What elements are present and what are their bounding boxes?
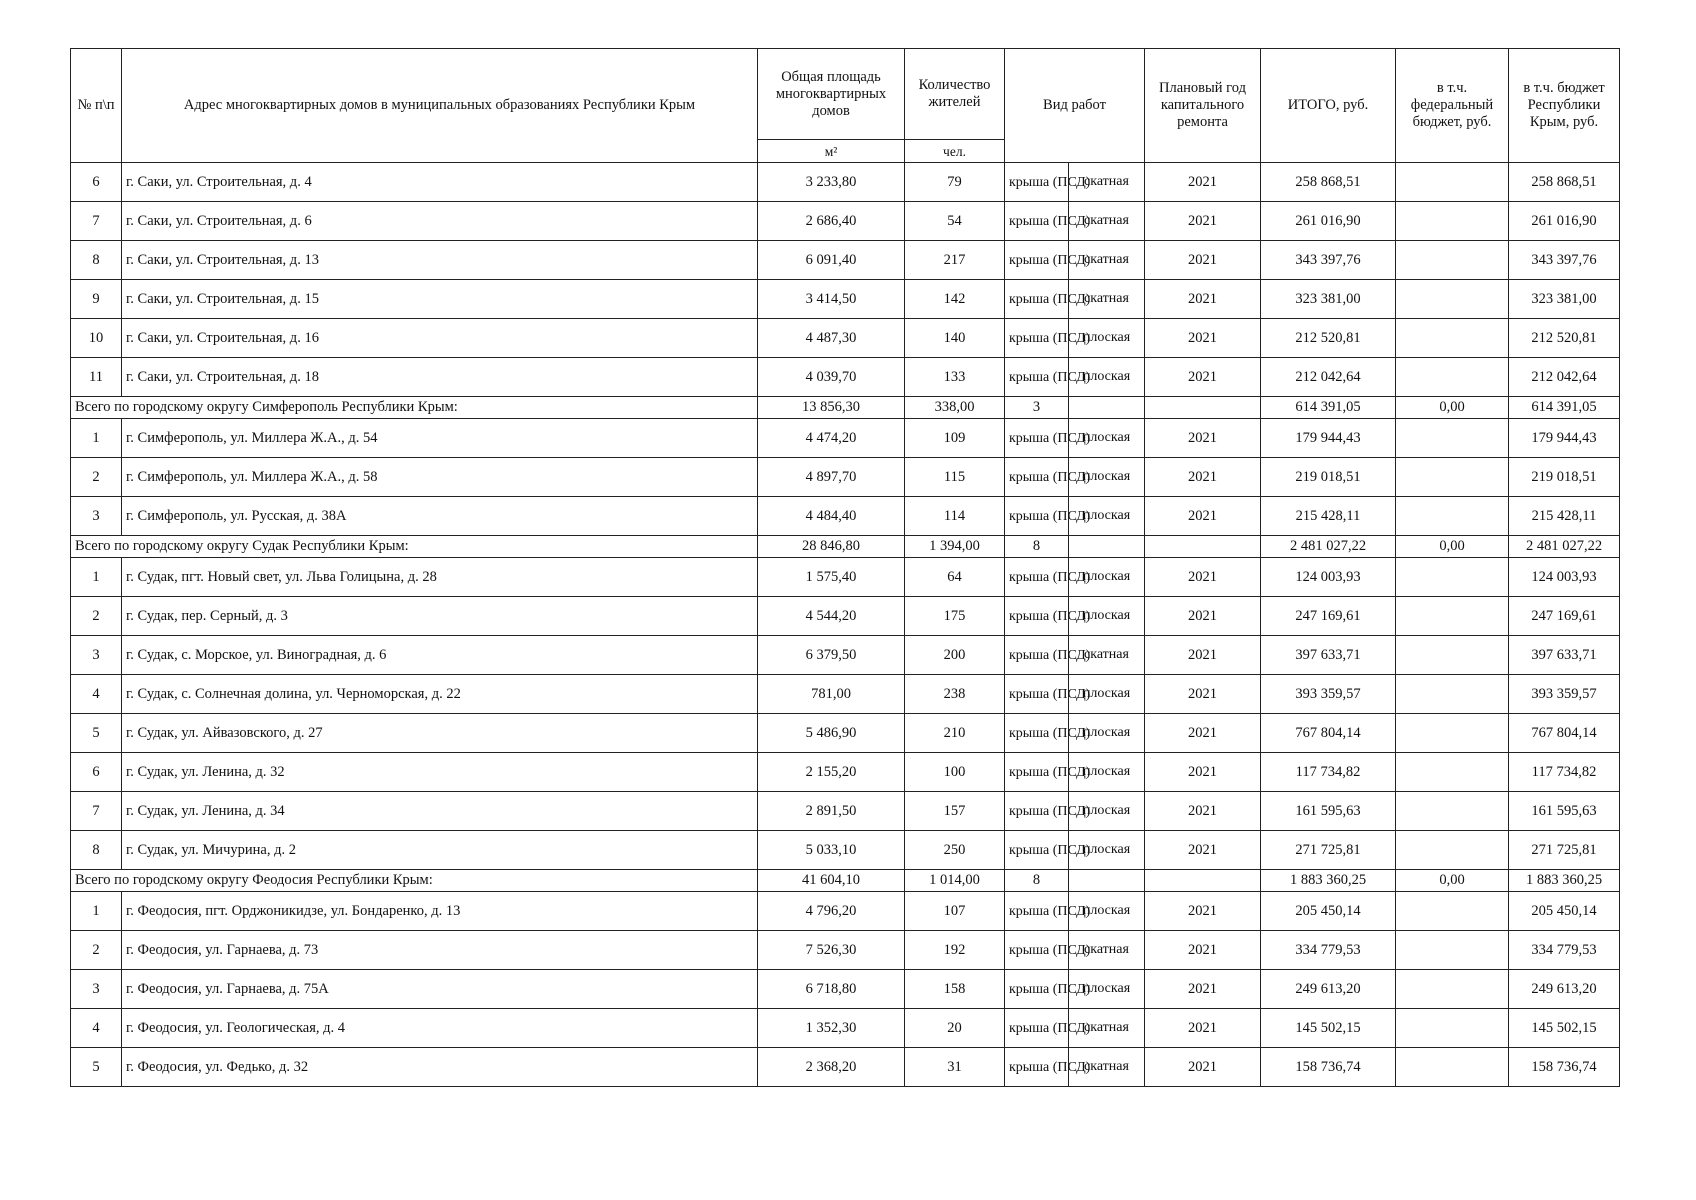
residents-cell: 20: [905, 1009, 1005, 1048]
area-cell: 3 414,50: [758, 280, 905, 319]
table-row: [71, 753, 1620, 792]
roof-type-cell: скатная: [1069, 280, 1145, 319]
area-cell: 4 487,30: [758, 319, 905, 358]
roof-type-cell: плоская: [1069, 358, 1145, 397]
total-cell: 1 883 360,25: [1261, 870, 1396, 892]
regional-cell: 323 381,00: [1509, 280, 1620, 319]
table-row: [71, 319, 1620, 358]
roof-type-cell: скатная: [1069, 931, 1145, 970]
work-type-cell: крыша (ПСД): [1005, 792, 1069, 831]
total-cell: 158 736,74: [1261, 1048, 1396, 1087]
address-cell: г. Саки, ул. Строительная, д. 4: [122, 163, 758, 202]
table-row: [71, 497, 1620, 536]
total-cell: 124 003,93: [1261, 558, 1396, 597]
federal-cell: [1396, 831, 1509, 870]
row-number: 3: [71, 497, 122, 536]
area-cell: 13 856,30: [758, 397, 905, 419]
area-cell: 2 368,20: [758, 1048, 905, 1087]
subtotal-row: [71, 536, 1620, 558]
work-type-cell: крыша (ПСД): [1005, 163, 1069, 202]
address-cell: г. Судак, ул. Ленина, д. 32: [122, 753, 758, 792]
year-cell: 2021: [1145, 319, 1261, 358]
total-cell: 161 595,63: [1261, 792, 1396, 831]
row-number: 3: [71, 636, 122, 675]
roof-type-cell: плоская: [1069, 458, 1145, 497]
roof-type-cell: плоская: [1069, 714, 1145, 753]
year-cell: 2021: [1145, 241, 1261, 280]
work-type-cell: крыша (ПСД): [1005, 280, 1069, 319]
residents-cell: 64: [905, 558, 1005, 597]
address-cell: г. Судак, ул. Айвазовского, д. 27: [122, 714, 758, 753]
year-cell: [1145, 536, 1261, 558]
table-row: [71, 458, 1620, 497]
table-body: [71, 163, 1620, 1087]
address-cell: г. Судак, ул. Ленина, д. 34: [122, 792, 758, 831]
regional-cell: 117 734,82: [1509, 753, 1620, 792]
row-number: 2: [71, 931, 122, 970]
row-number: 1: [71, 558, 122, 597]
work-type-cell: крыша (ПСД): [1005, 458, 1069, 497]
residents-cell: 115: [905, 458, 1005, 497]
header-residents: Количество жителей: [905, 49, 1005, 140]
work-type-cell: крыша (ПСД): [1005, 202, 1069, 241]
federal-cell: [1396, 163, 1509, 202]
address-cell: г. Феодосия, пгт. Орджоникидзе, ул. Бондаренко, д. 13: [122, 892, 758, 931]
residents-cell: 250: [905, 831, 1005, 870]
roof-type-cell: [1069, 397, 1145, 419]
year-cell: 2021: [1145, 714, 1261, 753]
area-cell: 41 604,10: [758, 870, 905, 892]
regional-cell: 179 944,43: [1509, 419, 1620, 458]
federal-cell: [1396, 892, 1509, 931]
federal-cell: [1396, 358, 1509, 397]
object-count-cell: 8: [1005, 870, 1069, 892]
residents-cell: 157: [905, 792, 1005, 831]
area-cell: 4 544,20: [758, 597, 905, 636]
work-type-cell: крыша (ПСД): [1005, 970, 1069, 1009]
table-row: [71, 202, 1620, 241]
roof-type-cell: плоская: [1069, 319, 1145, 358]
total-cell: 249 613,20: [1261, 970, 1396, 1009]
year-cell: 2021: [1145, 558, 1261, 597]
total-cell: 247 169,61: [1261, 597, 1396, 636]
header-area: Общая площадь многоквартирных домов: [758, 49, 905, 140]
residents-cell: 158: [905, 970, 1005, 1009]
federal-cell: [1396, 931, 1509, 970]
total-cell: 258 868,51: [1261, 163, 1396, 202]
area-cell: 4 474,20: [758, 419, 905, 458]
table-row: [71, 714, 1620, 753]
address-cell: г. Судак, ул. Мичурина, д. 2: [122, 831, 758, 870]
total-cell: 212 042,64: [1261, 358, 1396, 397]
area-cell: 2 155,20: [758, 753, 905, 792]
regional-cell: 161 595,63: [1509, 792, 1620, 831]
total-cell: 334 779,53: [1261, 931, 1396, 970]
work-type-cell: крыша (ПСД): [1005, 753, 1069, 792]
year-cell: 2021: [1145, 792, 1261, 831]
year-cell: 2021: [1145, 970, 1261, 1009]
area-cell: 6 379,50: [758, 636, 905, 675]
federal-cell: [1396, 636, 1509, 675]
regional-cell: 393 359,57: [1509, 675, 1620, 714]
work-type-cell: крыша (ПСД): [1005, 714, 1069, 753]
regional-cell: 767 804,14: [1509, 714, 1620, 753]
residents-cell: 338,00: [905, 397, 1005, 419]
year-cell: 2021: [1145, 675, 1261, 714]
year-cell: 2021: [1145, 419, 1261, 458]
header-federal-budget: в т.ч. федеральный бюджет, руб.: [1396, 49, 1509, 163]
table-row: [71, 675, 1620, 714]
table-row: [71, 419, 1620, 458]
row-number: 5: [71, 714, 122, 753]
federal-cell: [1396, 280, 1509, 319]
roof-type-cell: [1069, 870, 1145, 892]
address-cell: г. Феодосия, ул. Федько, д. 32: [122, 1048, 758, 1087]
residents-cell: 107: [905, 892, 1005, 931]
area-cell: 6 091,40: [758, 241, 905, 280]
total-cell: 614 391,05: [1261, 397, 1396, 419]
total-cell: 767 804,14: [1261, 714, 1396, 753]
regional-cell: 258 868,51: [1509, 163, 1620, 202]
work-type-cell: крыша (ПСД): [1005, 831, 1069, 870]
header-planned-year: Плановый год капитального ремонта: [1145, 49, 1261, 163]
total-cell: 2 481 027,22: [1261, 536, 1396, 558]
roof-type-cell: скатная: [1069, 202, 1145, 241]
residents-cell: 192: [905, 931, 1005, 970]
year-cell: 2021: [1145, 892, 1261, 931]
header-area-unit: м²: [758, 140, 905, 163]
roof-type-cell: плоская: [1069, 753, 1145, 792]
table-row: [71, 831, 1620, 870]
roof-type-cell: плоская: [1069, 792, 1145, 831]
subtotal-label: Всего по городскому округу Симферополь Республики Крым:: [71, 397, 758, 419]
row-number: 8: [71, 831, 122, 870]
address-cell: г. Саки, ул. Строительная, д. 13: [122, 241, 758, 280]
address-cell: г. Судак, пер. Серный, д. 3: [122, 597, 758, 636]
regional-cell: 2 481 027,22: [1509, 536, 1620, 558]
residents-cell: 210: [905, 714, 1005, 753]
total-cell: 215 428,11: [1261, 497, 1396, 536]
address-cell: г. Судак, пгт. Новый свет, ул. Льва Голицына, д. 28: [122, 558, 758, 597]
table-row: [71, 1009, 1620, 1048]
total-cell: 393 359,57: [1261, 675, 1396, 714]
work-type-cell: крыша (ПСД): [1005, 636, 1069, 675]
federal-cell: [1396, 458, 1509, 497]
table-row: [71, 558, 1620, 597]
federal-cell: [1396, 558, 1509, 597]
federal-cell: [1396, 970, 1509, 1009]
regional-cell: 1 883 360,25: [1509, 870, 1620, 892]
subtotal-label: Всего по городскому округу Судак Республики Крым:: [71, 536, 758, 558]
roof-type-cell: плоская: [1069, 497, 1145, 536]
roof-type-cell: плоская: [1069, 831, 1145, 870]
federal-cell: [1396, 753, 1509, 792]
federal-cell: 0,00: [1396, 870, 1509, 892]
area-cell: 4 796,20: [758, 892, 905, 931]
address-cell: г. Саки, ул. Строительная, д. 18: [122, 358, 758, 397]
address-cell: г. Саки, ул. Строительная, д. 6: [122, 202, 758, 241]
address-cell: г. Судак, с. Морское, ул. Виноградная, д. 6: [122, 636, 758, 675]
regional-cell: 219 018,51: [1509, 458, 1620, 497]
regional-cell: 261 016,90: [1509, 202, 1620, 241]
header-number: № п\п: [71, 49, 122, 163]
area-cell: 3 233,80: [758, 163, 905, 202]
row-number: 6: [71, 163, 122, 202]
work-type-cell: крыша (ПСД): [1005, 675, 1069, 714]
total-cell: 179 944,43: [1261, 419, 1396, 458]
year-cell: 2021: [1145, 753, 1261, 792]
total-cell: 397 633,71: [1261, 636, 1396, 675]
regional-cell: 158 736,74: [1509, 1048, 1620, 1087]
row-number: 8: [71, 241, 122, 280]
total-cell: 212 520,81: [1261, 319, 1396, 358]
row-number: 11: [71, 358, 122, 397]
roof-type-cell: плоская: [1069, 597, 1145, 636]
total-cell: 145 502,15: [1261, 1009, 1396, 1048]
table-row: [71, 241, 1620, 280]
address-cell: г. Феодосия, ул. Гарнаева, д. 75А: [122, 970, 758, 1009]
federal-cell: [1396, 497, 1509, 536]
header-residents-unit: чел.: [905, 140, 1005, 163]
regional-cell: 212 042,64: [1509, 358, 1620, 397]
area-cell: 6 718,80: [758, 970, 905, 1009]
area-cell: 5 486,90: [758, 714, 905, 753]
area-cell: 4 039,70: [758, 358, 905, 397]
total-cell: 343 397,76: [1261, 241, 1396, 280]
federal-cell: [1396, 419, 1509, 458]
header-address: Адрес многоквартирных домов в муниципальных образованиях Республики Крым: [122, 49, 758, 163]
row-number: 7: [71, 792, 122, 831]
federal-cell: [1396, 792, 1509, 831]
table-row: [71, 597, 1620, 636]
address-cell: г. Саки, ул. Строительная, д. 16: [122, 319, 758, 358]
object-count-cell: 8: [1005, 536, 1069, 558]
year-cell: 2021: [1145, 202, 1261, 241]
row-number: 3: [71, 970, 122, 1009]
total-cell: 261 016,90: [1261, 202, 1396, 241]
work-type-cell: крыша (ПСД): [1005, 419, 1069, 458]
capital-repair-table: [70, 48, 1620, 1087]
roof-type-cell: плоская: [1069, 970, 1145, 1009]
row-number: 9: [71, 280, 122, 319]
header-total: ИТОГО, руб.: [1261, 49, 1396, 163]
work-type-cell: крыша (ПСД): [1005, 597, 1069, 636]
year-cell: 2021: [1145, 358, 1261, 397]
roof-type-cell: скатная: [1069, 1009, 1145, 1048]
year-cell: 2021: [1145, 931, 1261, 970]
row-number: 2: [71, 458, 122, 497]
total-cell: 205 450,14: [1261, 892, 1396, 931]
table-row: [71, 792, 1620, 831]
year-cell: [1145, 870, 1261, 892]
table-row: [71, 358, 1620, 397]
year-cell: 2021: [1145, 831, 1261, 870]
subtotal-label: Всего по городскому округу Феодосия Республики Крым:: [71, 870, 758, 892]
regional-cell: 343 397,76: [1509, 241, 1620, 280]
row-number: 2: [71, 597, 122, 636]
table-row: [71, 931, 1620, 970]
area-cell: 781,00: [758, 675, 905, 714]
roof-type-cell: плоская: [1069, 892, 1145, 931]
work-type-cell: крыша (ПСД): [1005, 558, 1069, 597]
year-cell: 2021: [1145, 1048, 1261, 1087]
year-cell: 2021: [1145, 458, 1261, 497]
area-cell: 7 526,30: [758, 931, 905, 970]
work-type-cell: крыша (ПСД): [1005, 892, 1069, 931]
federal-cell: [1396, 597, 1509, 636]
area-cell: 1 575,40: [758, 558, 905, 597]
subtotal-row: [71, 870, 1620, 892]
row-number: 7: [71, 202, 122, 241]
residents-cell: 79: [905, 163, 1005, 202]
federal-cell: [1396, 241, 1509, 280]
row-number: 1: [71, 419, 122, 458]
row-number: 5: [71, 1048, 122, 1087]
area-cell: 1 352,30: [758, 1009, 905, 1048]
area-cell: 2 891,50: [758, 792, 905, 831]
work-type-cell: крыша (ПСД): [1005, 241, 1069, 280]
regional-cell: 271 725,81: [1509, 831, 1620, 870]
row-number: 4: [71, 1009, 122, 1048]
address-cell: г. Симферополь, ул. Миллера Ж.А., д. 54: [122, 419, 758, 458]
total-cell: 219 018,51: [1261, 458, 1396, 497]
table-row: [71, 280, 1620, 319]
residents-cell: 1 014,00: [905, 870, 1005, 892]
roof-type-cell: скатная: [1069, 241, 1145, 280]
total-cell: 117 734,82: [1261, 753, 1396, 792]
roof-type-cell: скатная: [1069, 163, 1145, 202]
federal-cell: [1396, 1048, 1509, 1087]
residents-cell: 31: [905, 1048, 1005, 1087]
row-number: 10: [71, 319, 122, 358]
federal-cell: [1396, 1009, 1509, 1048]
residents-cell: 175: [905, 597, 1005, 636]
year-cell: 2021: [1145, 1009, 1261, 1048]
address-cell: г. Саки, ул. Строительная, д. 15: [122, 280, 758, 319]
regional-cell: 397 633,71: [1509, 636, 1620, 675]
roof-type-cell: плоская: [1069, 675, 1145, 714]
federal-cell: [1396, 319, 1509, 358]
regional-cell: 247 169,61: [1509, 597, 1620, 636]
federal-cell: [1396, 202, 1509, 241]
roof-type-cell: скатная: [1069, 636, 1145, 675]
roof-type-cell: [1069, 536, 1145, 558]
subtotal-row: [71, 397, 1620, 419]
roof-type-cell: плоская: [1069, 558, 1145, 597]
year-cell: 2021: [1145, 280, 1261, 319]
regional-cell: 145 502,15: [1509, 1009, 1620, 1048]
federal-cell: [1396, 675, 1509, 714]
row-number: 1: [71, 892, 122, 931]
total-cell: 323 381,00: [1261, 280, 1396, 319]
address-cell: г. Судак, с. Солнечная долина, ул. Черноморская, д. 22: [122, 675, 758, 714]
work-type-cell: крыша (ПСД): [1005, 319, 1069, 358]
address-cell: г. Симферополь, ул. Русская, д. 38А: [122, 497, 758, 536]
year-cell: 2021: [1145, 597, 1261, 636]
work-type-cell: крыша (ПСД): [1005, 1009, 1069, 1048]
federal-cell: 0,00: [1396, 397, 1509, 419]
residents-cell: 1 394,00: [905, 536, 1005, 558]
year-cell: [1145, 397, 1261, 419]
roof-type-cell: скатная: [1069, 1048, 1145, 1087]
area-cell: 28 846,80: [758, 536, 905, 558]
work-type-cell: крыша (ПСД): [1005, 497, 1069, 536]
residents-cell: 133: [905, 358, 1005, 397]
work-type-cell: крыша (ПСД): [1005, 358, 1069, 397]
residents-cell: 114: [905, 497, 1005, 536]
year-cell: 2021: [1145, 163, 1261, 202]
regional-cell: 212 520,81: [1509, 319, 1620, 358]
total-cell: 271 725,81: [1261, 831, 1396, 870]
object-count-cell: 3: [1005, 397, 1069, 419]
area-cell: 5 033,10: [758, 831, 905, 870]
table-row: [71, 892, 1620, 931]
row-number: 6: [71, 753, 122, 792]
address-cell: г. Феодосия, ул. Геологическая, д. 4: [122, 1009, 758, 1048]
work-type-cell: крыша (ПСД): [1005, 931, 1069, 970]
residents-cell: 54: [905, 202, 1005, 241]
table-row: [71, 1048, 1620, 1087]
regional-cell: 614 391,05: [1509, 397, 1620, 419]
regional-cell: 249 613,20: [1509, 970, 1620, 1009]
work-type-cell: крыша (ПСД): [1005, 1048, 1069, 1087]
row-number: 4: [71, 675, 122, 714]
table-row: [71, 636, 1620, 675]
regional-cell: 215 428,11: [1509, 497, 1620, 536]
header-regional-budget: в т.ч. бюджет Республики Крым, руб.: [1509, 49, 1620, 163]
address-cell: г. Феодосия, ул. Гарнаева, д. 73: [122, 931, 758, 970]
table-row: [71, 163, 1620, 202]
area-cell: 4 897,70: [758, 458, 905, 497]
area-cell: 4 484,40: [758, 497, 905, 536]
residents-cell: 238: [905, 675, 1005, 714]
header-work-type: Вид работ: [1005, 49, 1145, 163]
regional-cell: 205 450,14: [1509, 892, 1620, 931]
residents-cell: 142: [905, 280, 1005, 319]
federal-cell: 0,00: [1396, 536, 1509, 558]
residents-cell: 140: [905, 319, 1005, 358]
address-cell: г. Симферополь, ул. Миллера Ж.А., д. 58: [122, 458, 758, 497]
residents-cell: 200: [905, 636, 1005, 675]
roof-type-cell: плоская: [1069, 419, 1145, 458]
residents-cell: 217: [905, 241, 1005, 280]
federal-cell: [1396, 714, 1509, 753]
table-row: [71, 970, 1620, 1009]
year-cell: 2021: [1145, 497, 1261, 536]
area-cell: 2 686,40: [758, 202, 905, 241]
regional-cell: 334 779,53: [1509, 931, 1620, 970]
residents-cell: 109: [905, 419, 1005, 458]
regional-cell: 124 003,93: [1509, 558, 1620, 597]
year-cell: 2021: [1145, 636, 1261, 675]
residents-cell: 100: [905, 753, 1005, 792]
